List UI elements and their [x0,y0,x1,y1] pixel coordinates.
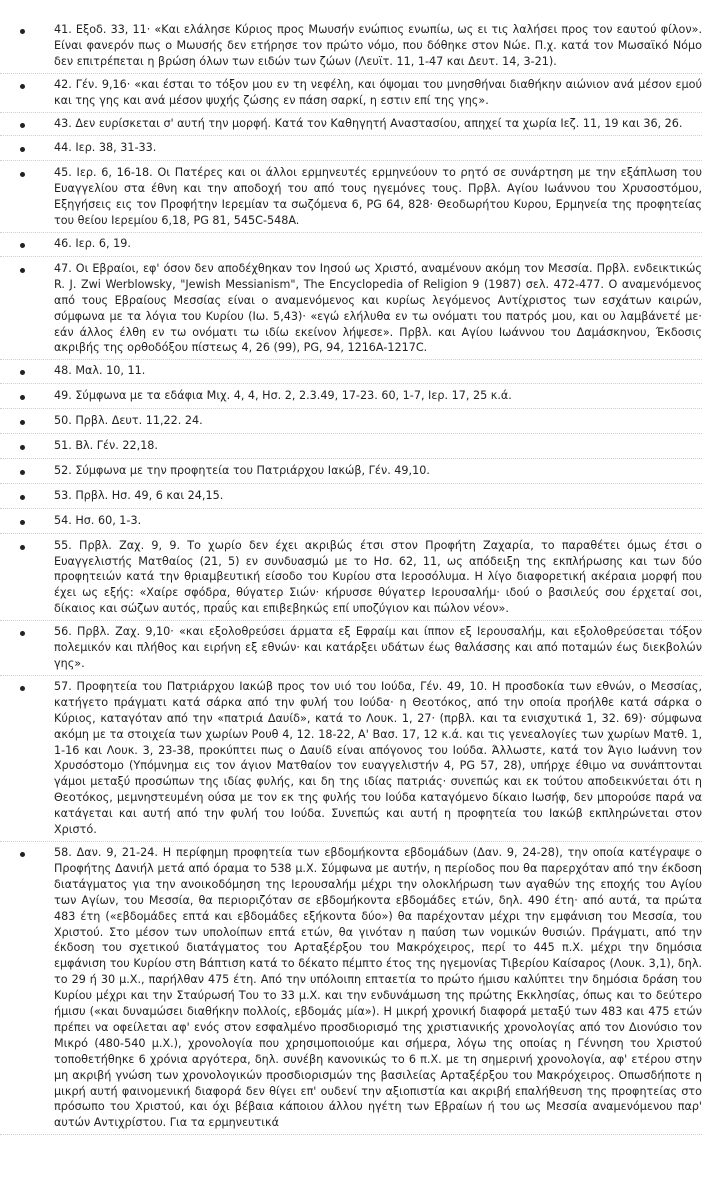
footnote-item [0,261,702,360]
bullet-icon [20,84,25,89]
footnote-text: 52. Σύμφωνα με την προφητεία του Πατριάρχου Ιακώβ, Γέν. 49,10. [54,463,430,477]
bullet-icon [20,470,25,475]
footnote-text: 54. Ησ. 60, 1-3. [54,513,142,527]
bullet-icon [20,520,25,525]
footnote-text: 47. Οι Εβραίοι, εφ' όσον δεν αποδέχθηκαν τον Ιησού ως Χριστό, αναμένουν ακόμη τον Μεσσία. Πρβλ. ενδεικτικώς R. J. Zwi Werblowsky, "Jewish Messianism", The Encyclopedia of Religion 9 (1987) σελ. 472-477. Ο αναμενόμενος από τους Εβραίους Μεσσίας είναι ο αναμενόμενος και κυρίως λεγόμενος Αντίχριστος των εσχάτων καιρών, σύμφωνα με τα λόγια του Κυρίου (Ιω. 5,43)· «εγώ ελήλυθα εν τω ονόματι του πατρός μου, και ου λαμβάνετέ με· εάν άλλος έλθη εν τω ονόματι τω ιδίω εκείνον λήψεσε». Πρβλ. και Αγίου Ιωάννου του Δαμάσκηνου, Έκδοσις ακριβής της ορθοδόξου πίστεως 4, 26 (99), PG, 94, 1216A-1217C. [54,261,702,355]
footnote-text: 44. Ιερ. 38, 31-33. [54,141,157,155]
bullet-icon [20,445,25,450]
footnote-item [0,413,702,434]
footnote-text: 51. Βλ. Γέν. 22,18. [54,439,158,453]
footnote-text: 43. Δεν ευρίσκεται σ' αυτή την μορφή. Κατά τον Καθηγητή Αναστασίου, απηχεί τα χωρία Ιεζ. 11, 19 και 36, 26. [54,116,683,130]
footnote-text: 41. Εξοδ. 33, 11· «Και ελάλησε Κύριος προς Μωυσήν ενώπιος ενωπίω, ως ει τις λαλήσει προς τον εαυτού φίλον». Είναι φανερόν πως ο Μωυσής δεν ετήρησε τον πρώτο νόμο, που δόθηκε στον Νώε. Π.χ. κατά τον Μωσαϊκό Νόμο δεν επιτρέπεται η βρώση όλων των ειδών των ζώων (Λευϊτ. 11, 1-47 και Δευτ. 14, 3-21). [54,23,702,68]
footnote-text: 46. Ιερ. 6, 19. [54,236,131,250]
footnote-item [0,513,702,534]
bullet-icon [20,268,25,273]
bullet-icon [20,631,25,636]
footnote-text: 57. Προφητεία του Πατριάρχου Ιακώβ προς τον υιό του Ιούδα, Γέν. 49, 10. Η προσδοκία των εθνών, ο Μεσσίας, κατήγετο πράγματι κατά σάρκα από την φυλή του Ιούδα· η Θεοτόκος, από την οποία προήλθε κατά σάρκα ο Κύριος, καταγόταν από την «πατριά Δαυίδ», κατά το Λουκ. 1, 27· (πρβλ. και τα ενισχυτικά 1, 32. 69)· σύμφωνα ακόμη με τα στοιχεία των χωρίων Ρουθ 4, 12. 18-22, Α' Βασ. 17, 12 κ.ά. και τις γενεαλογίες των χωρίων Ματθ. 1, 1-16 και Λουκ. 3, 23-38, προκύπτει πως ο Δαυίδ είναι απόγονος του Ιούδα. Άλλωστε, κατά τον Άγιο Ιωάννη τον Χρυσόστομο (Υπόμνημα εις τον άγιον Ματθαίον τον ευαγγελιστήν 4, PG 57, 28), υπήρχε έθιμο να συνάπτονται γάμοι μεταξύ προσώπων της ιδίας φυλής, και δη της ιδίας πατριάς· συνεπώς και εκ τούτου αποδεικνύεται ότι η Θεοτόκος, μεμνηστευμένη ούσα με τον εκ της φυλής του Ιούδα καταγόμενο δίκαιο Ιωσήφ, δεν μπορούσε παρά να κατάγεται και αυτή από την φυλή του Ιούδα. Συνεπώς και αυτή η προφητεία του Ιακώβ εκπληρώνεται στον Χριστό. [54,679,702,837]
bullet-icon [20,686,25,691]
footnote-item [0,77,702,113]
footnote-item [0,165,702,233]
bullet-icon [20,243,25,248]
bullet-icon [20,495,25,500]
bullet-icon [20,395,25,400]
bullet-icon [20,545,25,550]
footnote-text: 53. Πρβλ. Ησ. 49, 6 και 24,15. [54,488,224,502]
footnote-text: 56. Πρβλ. Ζαχ. 9,10· «και εξολοθρεύσει άρματα εξ Εφραίμ και ίππον εξ Ιερουσαλήμ, και εξολοθρεύσεται τόξον πολεμικόν και πλήθος και ειρήνη εξ εθνών· και κατάρξει υδάτων έως θαλάσσης και από ποταμών έως διεκβολών γης». [54,625,702,670]
footnote-item [0,388,702,409]
footnote-item [0,679,702,842]
bullet-icon [20,420,25,425]
footnote-text: 48. Μαλ. 10, 11. [54,364,146,378]
footnote-item [0,363,702,384]
footnote-text: 42. Γέν. 9,16· «και έσται το τόξον μου εν τη νεφέλη, και όψομαι του μνησθήναι διαθήκην αιώνιον ανά μέσον εμού και της γης και ανά μέσον ψυχής ζώσης εν πάση σαρκί, η εστιν επί της γης». [54,77,702,107]
footnote-item [0,438,702,459]
footnote-item [0,236,702,257]
footnote-item [0,22,702,74]
footnote-item [0,140,702,161]
bullet-icon [20,147,25,152]
footnote-item [0,538,702,622]
footnote-text: 50. Πρβλ. Δευτ. 11,22. 24. [54,414,203,428]
footnote-text: 55. Πρβλ. Ζαχ. 9, 9. Το χωρίο δεν έχει ακριβώς έτσι στον Προφήτη Ζαχαρία, το παραθέτει όμως έτσι ο Ευαγγελιστής Ματθαίος (21, 5) εν συνδυασμώ με το Ησ. 62, 11, ως απόδειξη της εκπλήρωσης και των δύο προφητειών κατά την θριαμβευτική είσοδο του Κυρίου στα Ιεροσόλυμα. Η λίγο διαφορετική ακέραια μορφή που έχει ως εξής: «Χαίρε σφόδρα, θύγατερ Σιών· κήρυσσε θύγατερ Ιερουσαλήμ· ιδού ο βασιλεύς σου έρχεταί σοι, δίκαιος και σώζων αυτός, πραΰς και επιβεβηκώς επί υποζύγιον και πώλον νέον». [54,538,702,616]
bullet-icon [20,852,25,857]
footnote-item [0,116,702,137]
footnote-item [0,488,702,509]
footnote-text: 49. Σύμφωνα με τα εδάφια Μιχ. 4, 4, Ησ. 2, 2.3.49, 17-23. 60, 1-7, Ιερ. 17, 25 κ.ά. [54,389,512,403]
footnote-item [0,463,702,484]
bullet-icon [20,172,25,177]
footnote-text: 58. Δαν. 9, 21-24. Η περίφημη προφητεία των εβδομήκοντα εβδομάδων (Δαν. 9, 24-28), την οποία κατέγραψε ο Προφήτης Δανιήλ μετά από όραμα το 538 μ.Χ. Σύμφωνα με αυτήν, η περίοδος που θα παρερχόταν από την έκδοση διατάγματος για την ανοικοδόμηση της Ιερουσαλήμ μέχρι την ολοκλήρωση των αγαθών της εποχής του Αγίου των Αγίων, του Μεσσία, θα περιοριζόταν σε εβδομήκοντα εβδομάδες ετών, δηλ. 490 έτη· από αυτά, τα πρώτα 483 έτη («εβδομάδες επτά και εβδομάδες εξήκοντα δύο») θα παρέχονταν μέχρι την εμφάνιση του Μεσσία, του Χριστού. Στο μέσον των υπολοίπων επτά ετών, θα γινόταν η παύση των νομικών θυσιών. Πράγματι, από την έκδοση του σχετικού διατάγματος του Αρταξέρξου του Μακρόχειρος, περί το 445 π.Χ. μέχρι την δημόσια εμφάνιση του Κυρίου στη Βάπτιση κατά το δέκατο πέμπτο έτος της ηγεμονίας Τιβερίου Καίσαρος (Λουκ. 3,1), δηλ. το 29 ή 30 μ.Χ., παρήλθαν 475 έτη. Από την υπόλοιπη επταετία το πρώτο ήμισυ καλύπτει την δημόσια δράση του Κυρίου μέχρι και την Σταύρωσή Του το 33 μ.Χ. και την ενδυνάμωση της πρώτης Εκκλησίας, όπως και το δεύτερο ήμισυ («και δυναμώσει διαθήκην πολλοίς, εβδομάς μία»). Η μικρή χρονική διαφορά μεταξύ των 483 και 475 ετών πρέπει να οφείλεται αφ' ενός στον εσφαλμένο προσδιορισμό της χριστιανικής χρονολογίας από τον Διονύσιο τον Μικρό (480-540 μ.Χ.), χρονολογία που χρησιμοποιούμε και σήμερα, λόγω της οποίας η Γέννηση του Χριστού τοποθετήθηκε 6 χρόνια αργότερα, δηλ. συνέβη κανονικώς το 6 π.Χ. με τη σημερινή χρονολογία, αφ' ετέρου στην μη ακριβή γνώση των χρονολογικών προσδιορισμών της βασιλείας Αρταξέρξου του Μακρόχειρος. Οπωσδήποτε η μικρή αυτή φαινομενική διαφορά δεν θίγει επ' ουδενί την αξιοπιστία και ακριβή επαλήθευση της προφητείας στο πρόσωπο του Χριστού, και όχι βέβαια κάποιου άλλου ηγέτη των Εβραίων ή του ως Μεσσία αναμενόμενου παρ' αυτών Αντιχρίστου. Για τα ερμηνευτικά [54,845,702,1130]
footnote-text: 45. Ιερ. 6, 16-18. Οι Πατέρες και οι άλλοι ερμηνευτές ερμηνεύουν το ρητό σε συνάρτηση με την εξάπλωση του Ευαγγελίου στα έθνη και την αποδοχή του από τους ηγεμόνες τους. Πρβλ. Αγίου Ιωάννου του Χρυσοστόμου, Εξηγήσεις εις τον Προφήτην Ιερεμίαν τα σωζόμενα 6, PG 64, 828· Θεοδωρήτου Κυρου, Ερμηνεία της προφητείας του θείου Ιερεμίου 6,18, PG 81, 545C-548A. [54,166,702,228]
footnote-item [0,845,702,1135]
bullet-icon [20,123,25,128]
bullet-icon [20,29,25,34]
footnote-item [0,624,702,676]
bullet-icon [20,370,25,375]
